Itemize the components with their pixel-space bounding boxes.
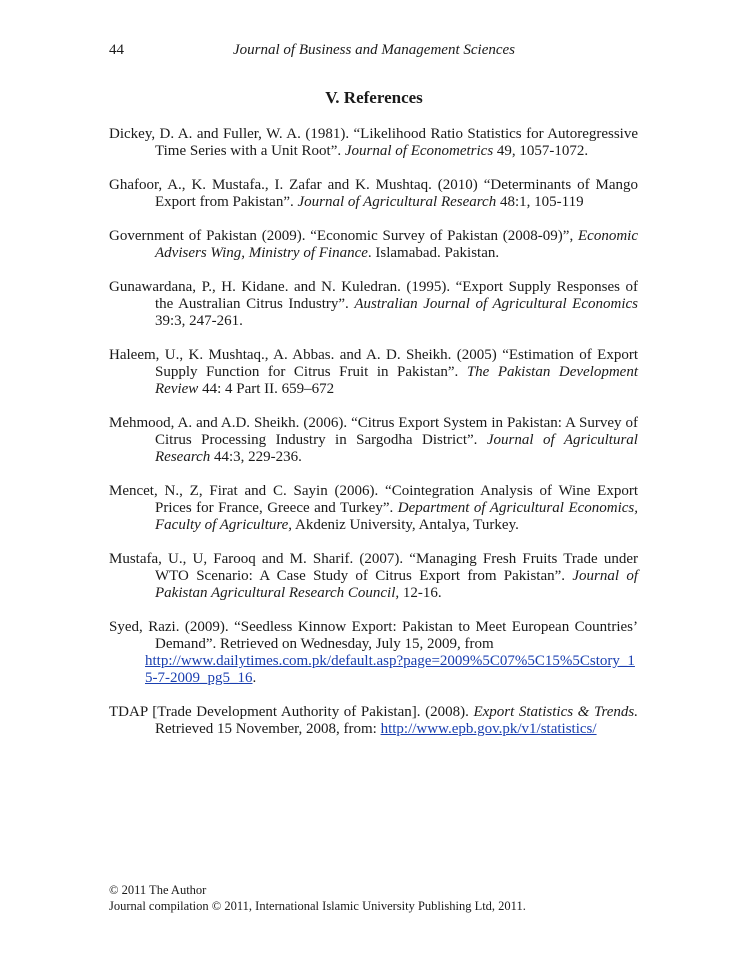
reference-entry: Mehmood, A. and A.D. Sheikh. (2006). “Citrus Export System in Pakistan: A Survey of Citrus Processing Industry in Sargodha District”. Journal of Agricultural Research 44:3, 229-236. xyxy=(109,415,638,465)
footer-compilation-line: Journal compilation © 2011, International Islamic University Publishing Ltd, 2011. xyxy=(109,899,526,913)
reference-entry: Mencet, N., Z, Firat and C. Sayin (2006). “Cointegration Analysis of Wine Export Prices for France, Greece and Turkey”. Department of Agricultural Economics, Faculty of Agriculture, Akdeniz University, Antalya, Turkey. xyxy=(109,483,639,533)
copyright-footer xyxy=(109,882,526,914)
footer-author-line: © 2011 The Author xyxy=(109,883,207,897)
reference-entry: Mustafa, U., U, Farooq and M. Sharif. (2007). “Managing Fresh Fruits Trade under WTO Scenario: A Case Study of Citrus Export from Pakistan”. Journal of Pakistan Agricultural Research Council, 12-16. xyxy=(109,551,638,601)
reference-entry: Haleem, U., K. Mushtaq., A. Abbas. and A. D. Sheikh. (2005) “Estimation of Export Supply Function for Citrus Fruit in Pakistan”. The Pakistan Development Review 44: 4 Part II. 659–672 xyxy=(109,347,638,397)
journal-running-title: Journal of Business and Management Sciences xyxy=(232,42,516,58)
dailytimes-link[interactable]: http://www.dailytimes.com.pk/default.asp?page=2009%5C07%5C15%5Cstory_15-7-2009_pg5_16 xyxy=(145,653,635,686)
reference-entry-syed: Syed, Razi. (2009). “Seedless Kinnow Export: Pakistan to Meet European Countries’ Demand”. Retrieved on Wednesday, July 15, 2009, from http://www.dailytimes.com.pk/default.asp?page=2009%5C07%5C15%5Cstory_15-7-2009_pg5_16. xyxy=(109,619,638,686)
reference-entry: Gunawardana, P., H. Kidane. and N. Kuledran. (1995). “Export Supply Responses of the Australian Citrus Industry”. Australian Journal of Agricultural Economics 39:3, 247-261. xyxy=(109,279,638,329)
epb-statistics-link[interactable]: http://www.epb.gov.pk/v1/statistics/ xyxy=(380,721,597,737)
reference-list xyxy=(109,126,638,755)
section-heading: V. References xyxy=(325,88,423,107)
page-number: 44 xyxy=(109,42,124,58)
reference-entry: Ghafoor, A., K. Mustafa., I. Zafar and K. Mushtaq. (2010) “Determinants of Mango Export from Pakistan”. Journal of Agricultural Research 48:1, 105-119 xyxy=(109,177,638,210)
reference-entry-tdap: TDAP [Trade Development Authority of Pakistan]. (2008). Export Statistics & Trends. Retrieved 15 November, 2008, from: http://www.epb.gov.pk/v1/statistics/ xyxy=(109,704,638,737)
reference-entry: Government of Pakistan (2009). “Economic Survey of Pakistan (2008-09)”, Economic Advisers Wing, Ministry of Finance. Islamabad. Pakistan. xyxy=(109,228,638,261)
reference-entry: Dickey, D. A. and Fuller, W. A. (1981). “Likelihood Ratio Statistics for Autoregressive Time Series with a Unit Root”. Journal of Econometrics 49, 1057-1072. xyxy=(109,126,638,159)
